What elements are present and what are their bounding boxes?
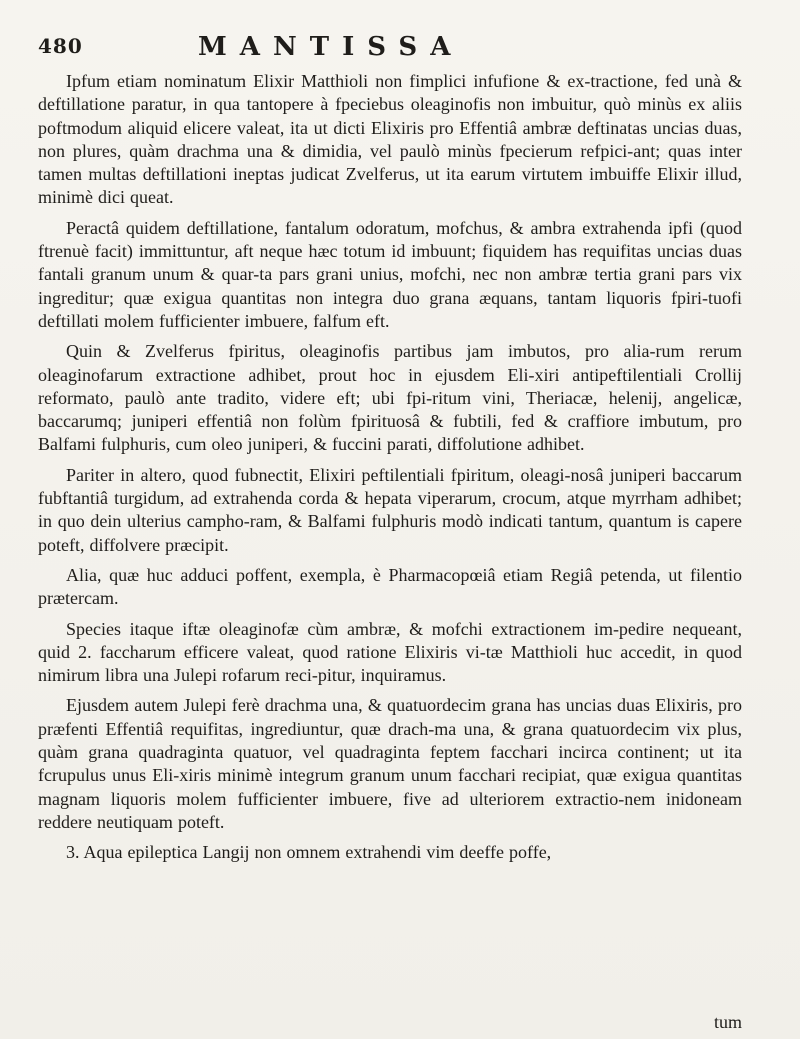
paragraph: 3. Aqua epileptica Langij non omnem extrahendi vim deeffe poffe, bbox=[66, 842, 552, 863]
paragraph: Ipfum etiam nominatum Elixir Matthioli non fimplici infufione & ex-tractione, fed unà & deftillatione paratur, in qua tantopere à fpeciebus oleaginofis non imbuitur, quò minùs ex aliis poftmodum aliquid elicere valeat, ita ut dicti Elixiris pro Effentiâ ambræ deftinatas uncias duas, non plures, quàm drachma una & dimidia, vel paulò minùs fpecierum refpici-ant; quas inter tamen multas deftillationi ineptas judicat Zvelferus, ut ita earum virtutem imbuiffe Elixir illud, minimè dici queat. bbox=[38, 71, 742, 208]
catchword: tum bbox=[713, 1012, 742, 1032]
running-title: MANTISSA bbox=[198, 32, 464, 62]
body-text bbox=[38, 70, 742, 865]
page-number: 480 bbox=[38, 34, 83, 58]
running-head bbox=[38, 34, 742, 64]
paragraph: Alia, quæ huc adduci poffent, exempla, è Pharmacopœiâ etiam Regiâ petenda, ut filentio prætercam. bbox=[38, 564, 742, 609]
paragraph: Pariter in altero, quod fubnectit, Elixiri peftilentiali fpiritum, oleagi-nosâ juniperi baccarum fubftantiâ turgidum, ad extrahenda corda & hepata viperarum, crocum, atque myrrham adhibet; in quo dein ulterius campho-ram, & Balfami fulphuris modò indicati tantum, quantum is capere poteft, diffolvere præcipit. bbox=[38, 464, 742, 555]
paragraph: Quin & Zvelferus fpiritus, oleaginofis partibus jam imbutos, pro alia-rum rerum oleaginofarum extractione adhibet, prout hoc in ejusdem Eli-xiri antipeftilentiali Crollij reformato, paulò ante tradito, videre eft; ubi fpi-ritum vini, Theriacæ, helenij, angelicæ, baccarumq; juniperi effentiâ non folùm fpirituosâ & fubtili, fed & craffiore imbutum, pro Balfami fulphuris, cum oleo juniperi, & fuccini parati, diffolutione adhibet. bbox=[38, 341, 742, 455]
paragraph: Species itaque iftæ oleaginofæ cùm ambræ, & mofchi extractionem im-pedire nequeant, quid 2. faccharum efficere valeat, quod ratione Elixiris vi-tæ Matthioli huc accedit, in quod nimirum libra una Julepi rofarum reci-pitur, inquiramus. bbox=[38, 618, 742, 686]
paragraph: Peractâ quidem deftillatione, fantalum odoratum, mofchus, & ambra extrahenda ipfi (quod ftrenuè facit) immittuntur, aft neque hæc totum id imbuunt; fiquidem has requifitas uncias duas fantali granum unum & quar-ta pars grani unius, mofchi, nec non ambræ tertia grani pars vix ingreditur; quæ exigua quantitas non integra duo grana æquans, tantam liquoris fpiri-tuofi deftillati molem fufficienter imbuere, falfum eft. bbox=[38, 217, 742, 331]
paragraph: Ejusdem autem Julepi ferè drachma una, & quatuordecim grana has uncias duas Elixiris, pro præfenti Effentiâ requifitas, ingrediuntur, quæ drach-ma una, & grana quatuordecim vix plus, quàm grana quadraginta quatuor, vel quadraginta feptem facchari incirca continent; ut ita fcrupulus unus Eli-xiris minimè integrum granum unum facchari recipiat, quæ exigua quantitas magnam liquoris molem fufficienter imbuere, five ad ulteriorem extractio-nem inidoneam reddere neutiquam poteft. bbox=[38, 695, 742, 832]
